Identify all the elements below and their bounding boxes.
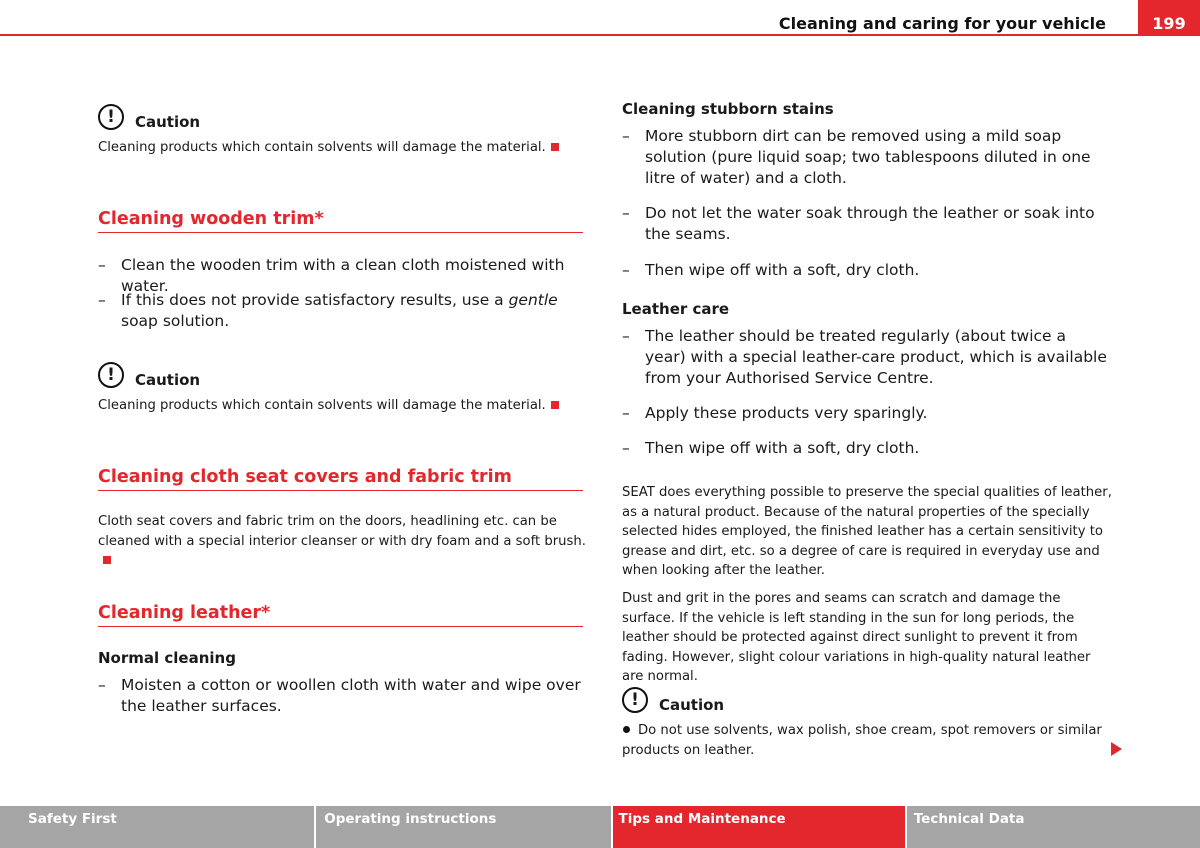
list-item: – More stubborn dirt can be removed using a mild soap solution (pure liquid soap; two tablespoons diluted in one litre of water) and a cloth. — [622, 126, 1107, 189]
sub-heading: Leather care — [622, 300, 730, 318]
section-title-cloth-seat-covers: Cleaning cloth seat covers and fabric trim — [98, 467, 583, 491]
body-text: Dust and grit in the pores and seams can scratch and damage the surface. If the vehicle is left standing in the sun for long periods, the leather should be protected against direct sunlight to prevent it from fading. However, slight colour variations in high-quality natural leather are normal. — [622, 591, 1091, 684]
next-page-arrow-icon[interactable] — [1111, 742, 1122, 756]
footer-tab-tips-and-maintenance[interactable]: Tips and Maintenance — [613, 806, 905, 848]
list-item: – Then wipe off with a soft, dry cloth. — [622, 260, 1107, 281]
end-mark — [103, 556, 111, 564]
sub-heading: Normal cleaning — [98, 649, 236, 667]
caution-heading — [98, 362, 200, 388]
caution-heading — [98, 104, 200, 130]
section-title-cleaning-leather: Cleaning leather* — [98, 603, 583, 627]
end-mark — [551, 401, 559, 409]
caution-label: Caution — [659, 696, 725, 714]
body-text: Cloth seat covers and fabric trim on the doors, headlining etc. can be cleaned with a special interior cleanser or with dry foam and a soft brush. — [98, 512, 588, 571]
bullet-icon — [623, 726, 630, 733]
header-title: Cleaning and caring for your vehicle — [778, 14, 1106, 33]
page-number: 199 — [1138, 0, 1200, 36]
caution-text: Cleaning products which contain solvents will damage the material. — [98, 396, 588, 416]
body-text: SEAT does everything possible to preserve the special qualities of leather, as a natural product. Because of the natural properties of the specially selected hides employed, the finished leather has a certain sensitivity to grease and dirt, etc. so a degree of care is required in everyday use and when looking after the leather. — [622, 485, 1112, 578]
list-item: – Clean the wooden trim with a clean cloth moistened with water. — [98, 255, 583, 297]
caution-label: Caution — [135, 371, 201, 389]
section-title-wooden-trim: Cleaning wooden trim* — [98, 209, 583, 233]
footer-tab-technical-data[interactable]: Technical Data — [907, 806, 1200, 848]
footer-nav — [0, 806, 1200, 848]
list-item: – The leather should be treated regularly (about twice a year) with a special leather-care product, which is available from your Authorised Service Centre. — [622, 326, 1107, 389]
list-item: – Apply these products very sparingly. — [622, 403, 1107, 424]
bullet-item: Do not use solvents, wax polish, shoe cream, spot removers or similar products on leather. — [622, 723, 1102, 758]
end-mark — [551, 143, 559, 151]
caution-text: Cleaning products which contain solvents will damage the material. — [98, 138, 588, 158]
footer-tab-safety-first[interactable]: Safety First — [0, 806, 314, 848]
list-item: – Do not let the water soak through the leather or soak into the seams. — [622, 203, 1107, 245]
sub-heading: Cleaning stubborn stains — [622, 100, 834, 118]
exclamation-icon: ! — [98, 104, 124, 130]
exclamation-icon: ! — [98, 362, 124, 388]
list-item: – Moisten a cotton or woollen cloth with water and wipe over the leather surfaces. — [98, 675, 583, 717]
caution-heading — [622, 687, 724, 713]
caution-label: Caution — [135, 113, 201, 131]
header-rule — [0, 34, 1200, 36]
list-item: – Then wipe off with a soft, dry cloth. — [622, 438, 1107, 459]
exclamation-icon: ! — [622, 687, 648, 713]
list-item: – If this does not provide satisfactory results, use a gentle soap solution. — [98, 290, 583, 332]
footer-tab-operating-instructions[interactable]: Operating instructions — [316, 806, 610, 848]
